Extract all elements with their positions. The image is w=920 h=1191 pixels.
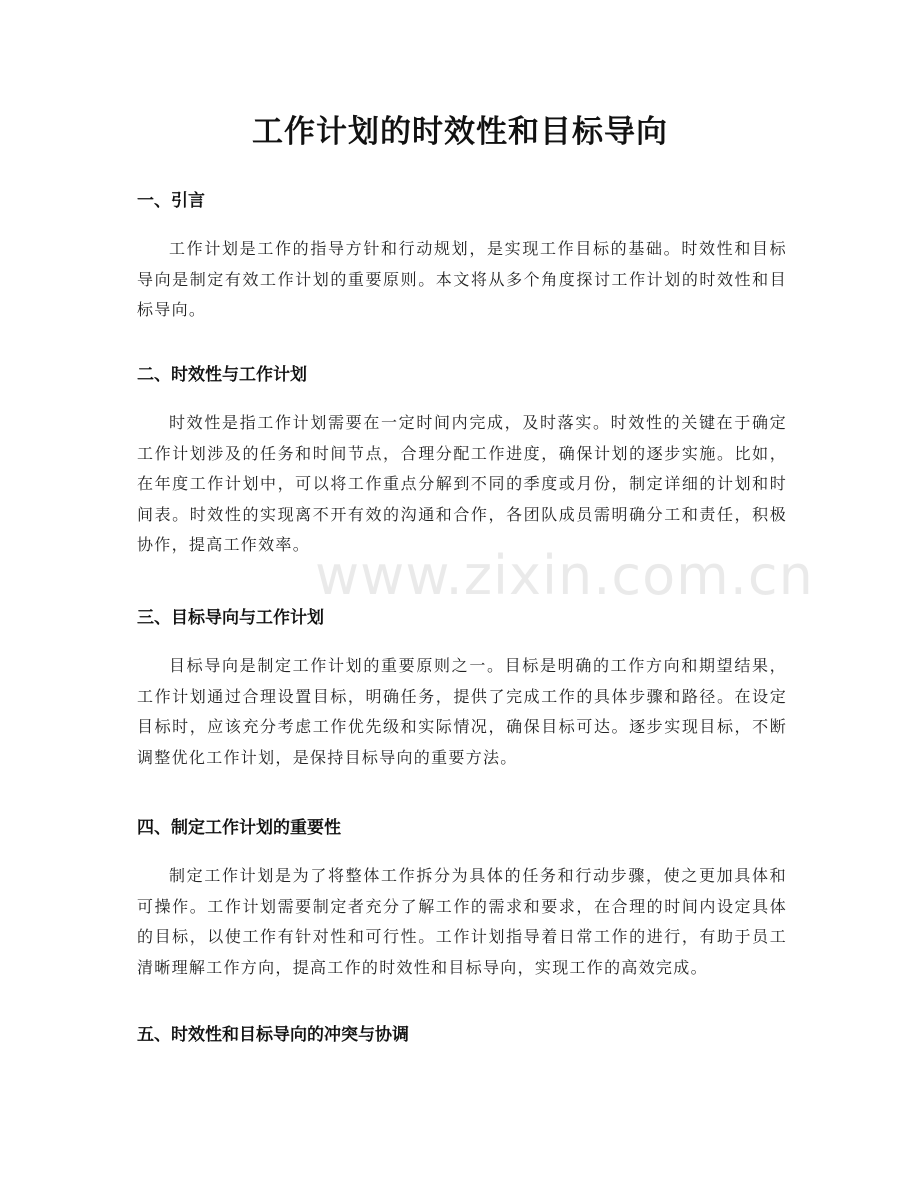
section-importance	[137, 815, 787, 983]
section-paragraph: 时效性是指工作计划需要在一定时间内完成，及时落实。时效性的关键在于确定工作计划涉及的任务和时间节点，合理分配工作进度，确保计划的逐步实施。比如，在年度工作计划中，可以将工作重点分解到不同的季度或月份，制定详细的计划和时间表。时效性的实现离不开有效的沟通和合作，各团队成员需明确分工和责任，积极协作，提高工作效率。	[137, 413, 787, 554]
section-heading: 二、时效性与工作计划	[137, 365, 307, 385]
section-paragraph: 制定工作计划是为了将整体工作拆分为具体的任务和行动步骤，使之更加具体和可操作。工作计划需要制定者充分了解工作的需求和要求，在合理的时间内设定具体的目标，以使工作有针对性和可行性。工作计划指导着日常工作的进行，有助于员工清晰理解工作方向，提高工作的时效性和目标导向，实现工作的高效完成。	[137, 866, 787, 977]
section-heading: 三、目标导向与工作计划	[137, 608, 324, 628]
section-heading: 四、制定工作计划的重要性	[137, 818, 341, 838]
section-heading: 五、时效性和目标导向的冲突与协调	[137, 1025, 409, 1045]
section-timeliness	[137, 362, 787, 561]
section-conflict-coordination	[137, 1022, 787, 1048]
section-introduction	[137, 188, 787, 326]
watermark: www.zixin.com.cn	[315, 544, 814, 607]
section-paragraph: 目标导向是制定工作计划的重要原则之一。目标是明确的工作方向和期望结果，工作计划通过合理设置目标，明确任务，提供了完成工作的具体步骤和路径。在设定目标时，应该充分考虑工作优先级和实际情况，确保目标可达。逐步实现目标，不断调整优化工作计划，是保持目标导向的重要方法。	[137, 656, 787, 767]
section-goal-orientation	[137, 605, 787, 773]
document-title: 工作计划的时效性和目标导向	[252, 114, 668, 150]
section-heading: 一、引言	[137, 191, 205, 211]
section-paragraph: 工作计划是工作的指导方针和行动规划，是实现工作目标的基础。时效性和目标导向是制定有效工作计划的重要原则。本文将从多个角度探讨工作计划的时效性和目标导向。	[137, 239, 787, 319]
